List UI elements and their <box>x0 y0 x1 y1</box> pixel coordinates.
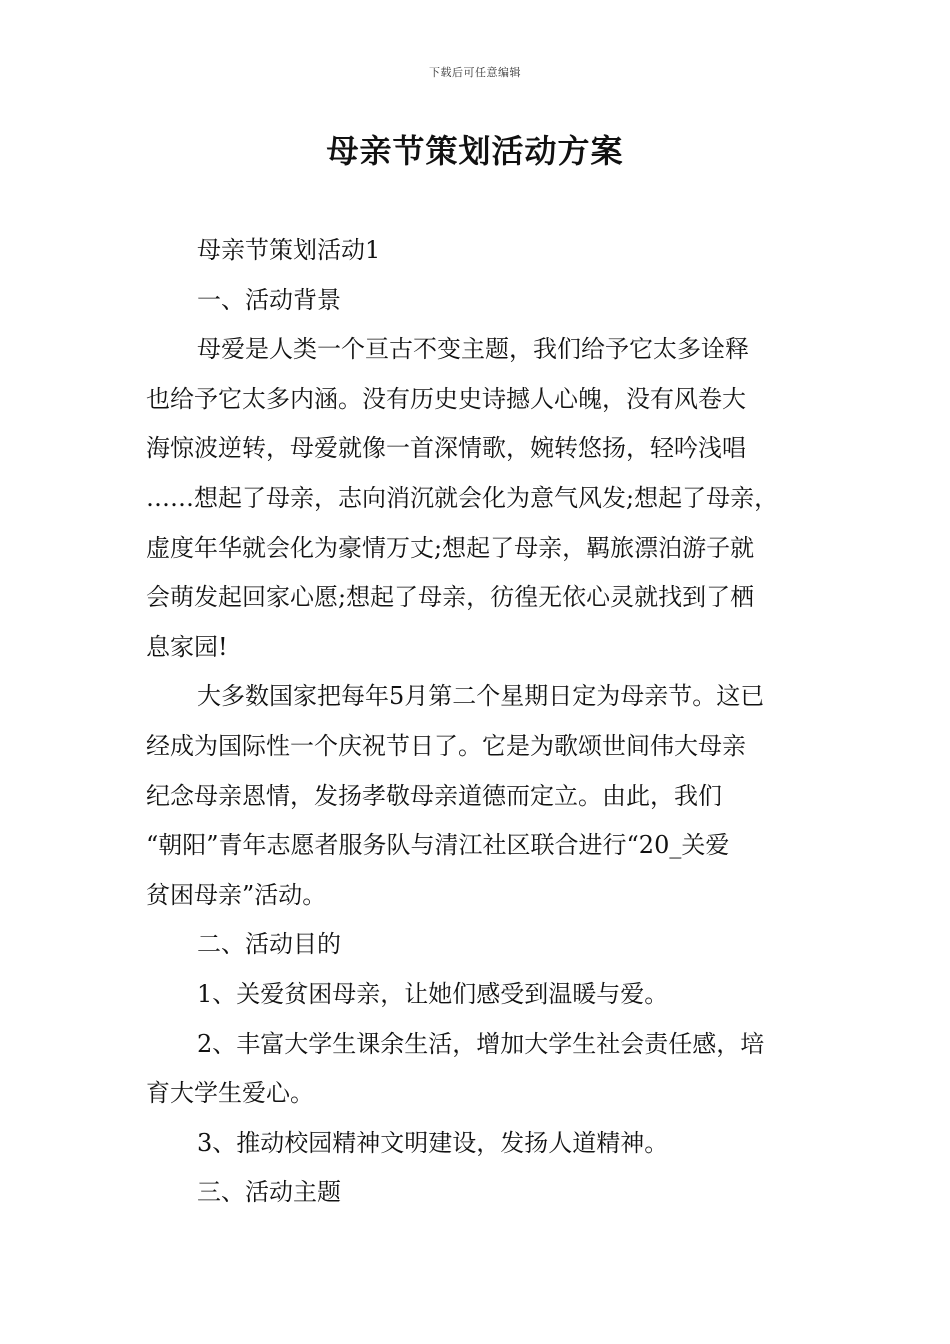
body-line: 1、关爱贫困母亲，让她们感受到温暖与爱。 <box>197 979 669 1008</box>
body-line: 三、活动主题 <box>197 1178 341 1207</box>
body-line: 母爱是人类一个亘古不变主题，我们给予它太多诠释 <box>197 335 749 364</box>
document-title: 母亲节策划活动方案 <box>326 132 624 170</box>
body-line: 二、活动目的 <box>197 930 341 959</box>
body-line: 会萌发起回家心愿;想起了母亲，彷徨无依心灵就找到了栖 <box>146 583 755 612</box>
body-line: 2、丰富大学生课余生活，增加大学生社会责任感，培 <box>197 1029 765 1058</box>
body-line: “朝阳”青年志愿者服务队与清江社区联合进行“20_关爱 <box>146 831 730 860</box>
body-line: 虚度年华就会化为豪情万丈;想起了母亲，羁旅漂泊游子就 <box>146 533 755 562</box>
document-body <box>146 226 810 1218</box>
body-line: 纪念母亲恩情，发扬孝敬母亲道德而定立。由此，我们 <box>146 781 722 810</box>
body-line: 也给予它太多内涵。没有历史史诗撼人心魄，没有风卷大 <box>146 384 746 413</box>
body-line: 母亲节策划活动1 <box>197 236 381 264</box>
body-line: 息家园! <box>146 632 228 661</box>
body-line: 海惊波逆转，母爱就像一首深情歌，婉转悠扬，轻吟浅唱 <box>146 434 746 463</box>
body-line: 一、活动背景 <box>197 285 341 314</box>
body-line: 大多数国家把每年5月第二个星期日定为母亲节。这已 <box>197 682 765 711</box>
body-line: ……想起了母亲，志向消沉就会化为意气风发;想起了母亲， <box>146 483 779 512</box>
body-line: 经成为国际性一个庆祝节日了。它是为歌颂世间伟大母亲 <box>146 731 746 760</box>
header-note: 下载后可任意编辑 <box>429 66 521 79</box>
body-line: 贫困母亲”活动。 <box>146 880 327 909</box>
body-line: 3、推动校园精神文明建设，发扬人道精神。 <box>197 1128 669 1157</box>
body-line: 育大学生爱心。 <box>146 1079 314 1108</box>
